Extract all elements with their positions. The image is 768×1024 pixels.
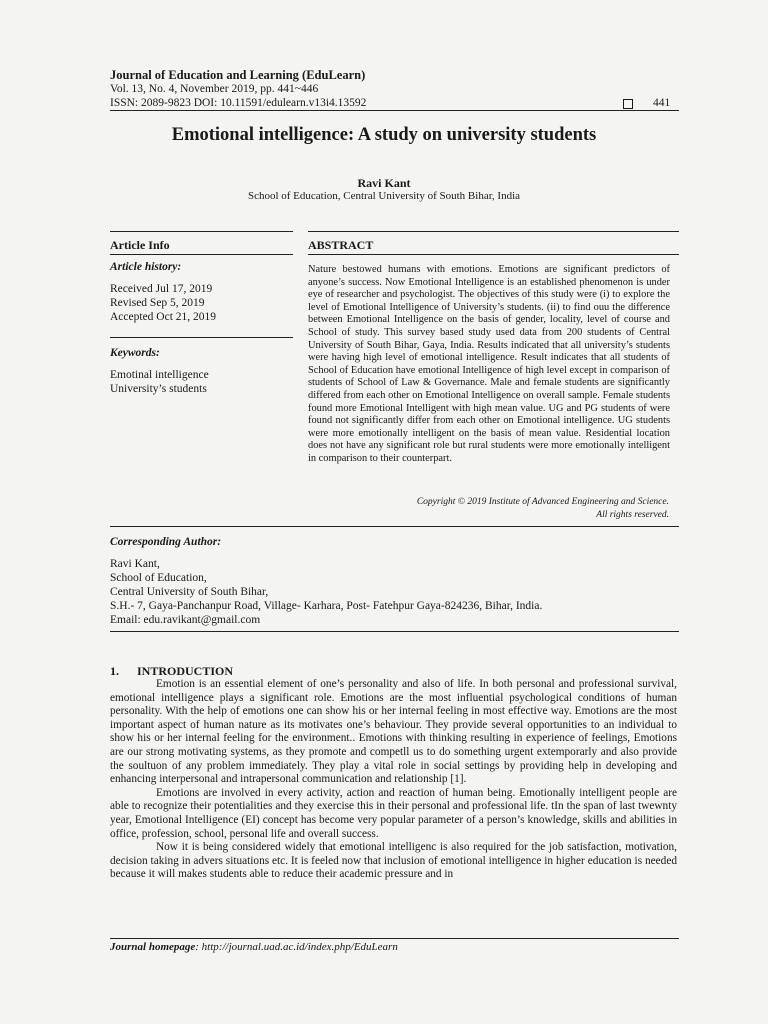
accepted-date: Accepted Oct 21, 2019 [110, 311, 217, 323]
volume-line: Vol. 13, No. 4, November 2019, pp. 441~446 [110, 83, 319, 95]
corresponding-bottom-rule [110, 631, 679, 632]
article-info-rule [110, 254, 293, 255]
introduction-body [110, 678, 677, 882]
rights-line: All rights reserved. [596, 510, 669, 520]
section-number: 1. [110, 664, 119, 678]
received-date: Received Jul 17, 2019 [110, 283, 213, 295]
corresponding-author-line: Ravi Kant, [110, 558, 160, 570]
square-icon [623, 99, 633, 109]
abstract-text: Nature bestowed humans with emotions. Emotions are significant predictors of anyone’s success. Now Emotional Intelligence is an established phenomenon is under eye of researcher and psychologist. The objectives of this study were (i) to explore the level of Emotional Intelligence of University’s students. (ii) to find ouu the difference between Emotional Intelligence on the basis of gender, locality, level of course and School of study. This survey based study used data from 200 students of Central University of South Bihar, Gaya, India. Results indicated that all university’s students were having high level of emotional intelligence. Result indicates that all students of School of Education have emotional Intelligence of high level except in comparison of students of School of Law & Governance. Male and female students are significantly differed from each other on Emotional Intelligence on overall sample. Female students found more Emotional Intelligent with high mean value. UG and PG students of were found not significantly differ from each other on Emotional intelligence. UG students were more emotionally intelligent on the basis of mean value. Residential location does not have any significant role but rural students were more emotionally intelligent in comparison to their counterpart. [308, 264, 670, 464]
author-affiliation: School of Education, Central University of South Bihar, India [247, 190, 521, 202]
page-number: 441 [653, 97, 671, 109]
homepage-url[interactable]: : http://journal.uad.ac.id/index.php/EduLearn [195, 941, 398, 953]
corresponding-author-line: S.H.- 7, Gaya-Panchanpur Road, Village- Karhara, Post- Fatehpur Gaya-824236, Bihar, India. [110, 600, 543, 612]
abstract-bottom-rule [110, 526, 679, 527]
article-info-heading: Article Info [110, 238, 170, 252]
abstract-top-rule [308, 231, 679, 232]
corresponding-author-line: School of Education, [110, 572, 207, 584]
abstract-heading: ABSTRACT [308, 238, 374, 252]
keywords-heading: Keywords: [110, 347, 160, 359]
corresponding-author-email: Email: edu.ravikant@gmail.com [110, 614, 261, 626]
header-rule [110, 110, 679, 111]
journal-name: Journal of Education and Learning (EduLearn) [110, 68, 366, 82]
keyword-item: University’s students [110, 383, 207, 395]
corresponding-author-line: Central University of South Bihar, [110, 586, 269, 598]
journal-homepage [110, 941, 398, 953]
paper-title: Emotional intelligence: A study on university students [171, 125, 597, 145]
abstract-rule [308, 254, 679, 255]
keyword-item: Emotinal intelligence [110, 369, 209, 381]
section-title: INTRODUCTION [137, 664, 234, 678]
homepage-label: Journal homepage [110, 941, 196, 953]
history-rule [110, 337, 293, 338]
footer-rule [110, 938, 679, 939]
body-paragraph: Emotions are involved in every activity, action and reaction of human being. Emotionally intelligent people are able to recognize their potentialities and they exercise this in their personal and professional life. tIn the span of last twewnty year, Emotional Intelligence (EI) concept has become very popular parameter of a person’s knowledge, skills and abilities in office, profession, school, personal life and overall success. [110, 786, 677, 840]
corresponding-author-block [110, 557, 542, 627]
issn-doi-line: ISSN: 2089-9823 DOI: 10.11591/edulearn.v13i4.13592 [110, 97, 367, 109]
body-paragraph: Emotion is an essential element of one’s personality and also of life. In both personal and professional survival, emotional intelligence plays a significant role. Emotions are the most influential psychological conditions of human personality. With the help of emotions one can show his or her internal feeling in most effective way. Emotions are the most important aspect of human nature as its motivates one’s behaviour. They provide several opportunities to an individual to show his or her internal feeling for the environment.. Emotions with thinking resulting in experience of feelings, Emotions are our strong motivating systems, as they promote and competll us to do something urgent extemporarly and also provide the soultuon of any problem immediately. They play a vital role in social settings by providing help in developing and enhancing interpersonal and intrapersonal communication and relationship [1]. [110, 678, 677, 786]
revised-date: Revised Sep 5, 2019 [110, 297, 205, 309]
copyright-line: Copyright © 2019 Institute of Advanced Engineering and Science. [416, 497, 669, 507]
article-info-top-rule [110, 231, 293, 232]
corresponding-author-heading: Corresponding Author: [110, 536, 222, 548]
section-heading [110, 664, 233, 679]
author-name: Ravi Kant [357, 176, 411, 190]
article-history-heading: Article history: [110, 261, 182, 273]
body-paragraph: Now it is being considered widely that emotional intelligenc is also required for the job satisfaction, motivation, decision taking in advers situations etc. It is feeled now that inclusion of emotional intelligence in higher education is needed because it will makes students able to reduce their academic pressure and in [110, 841, 677, 881]
